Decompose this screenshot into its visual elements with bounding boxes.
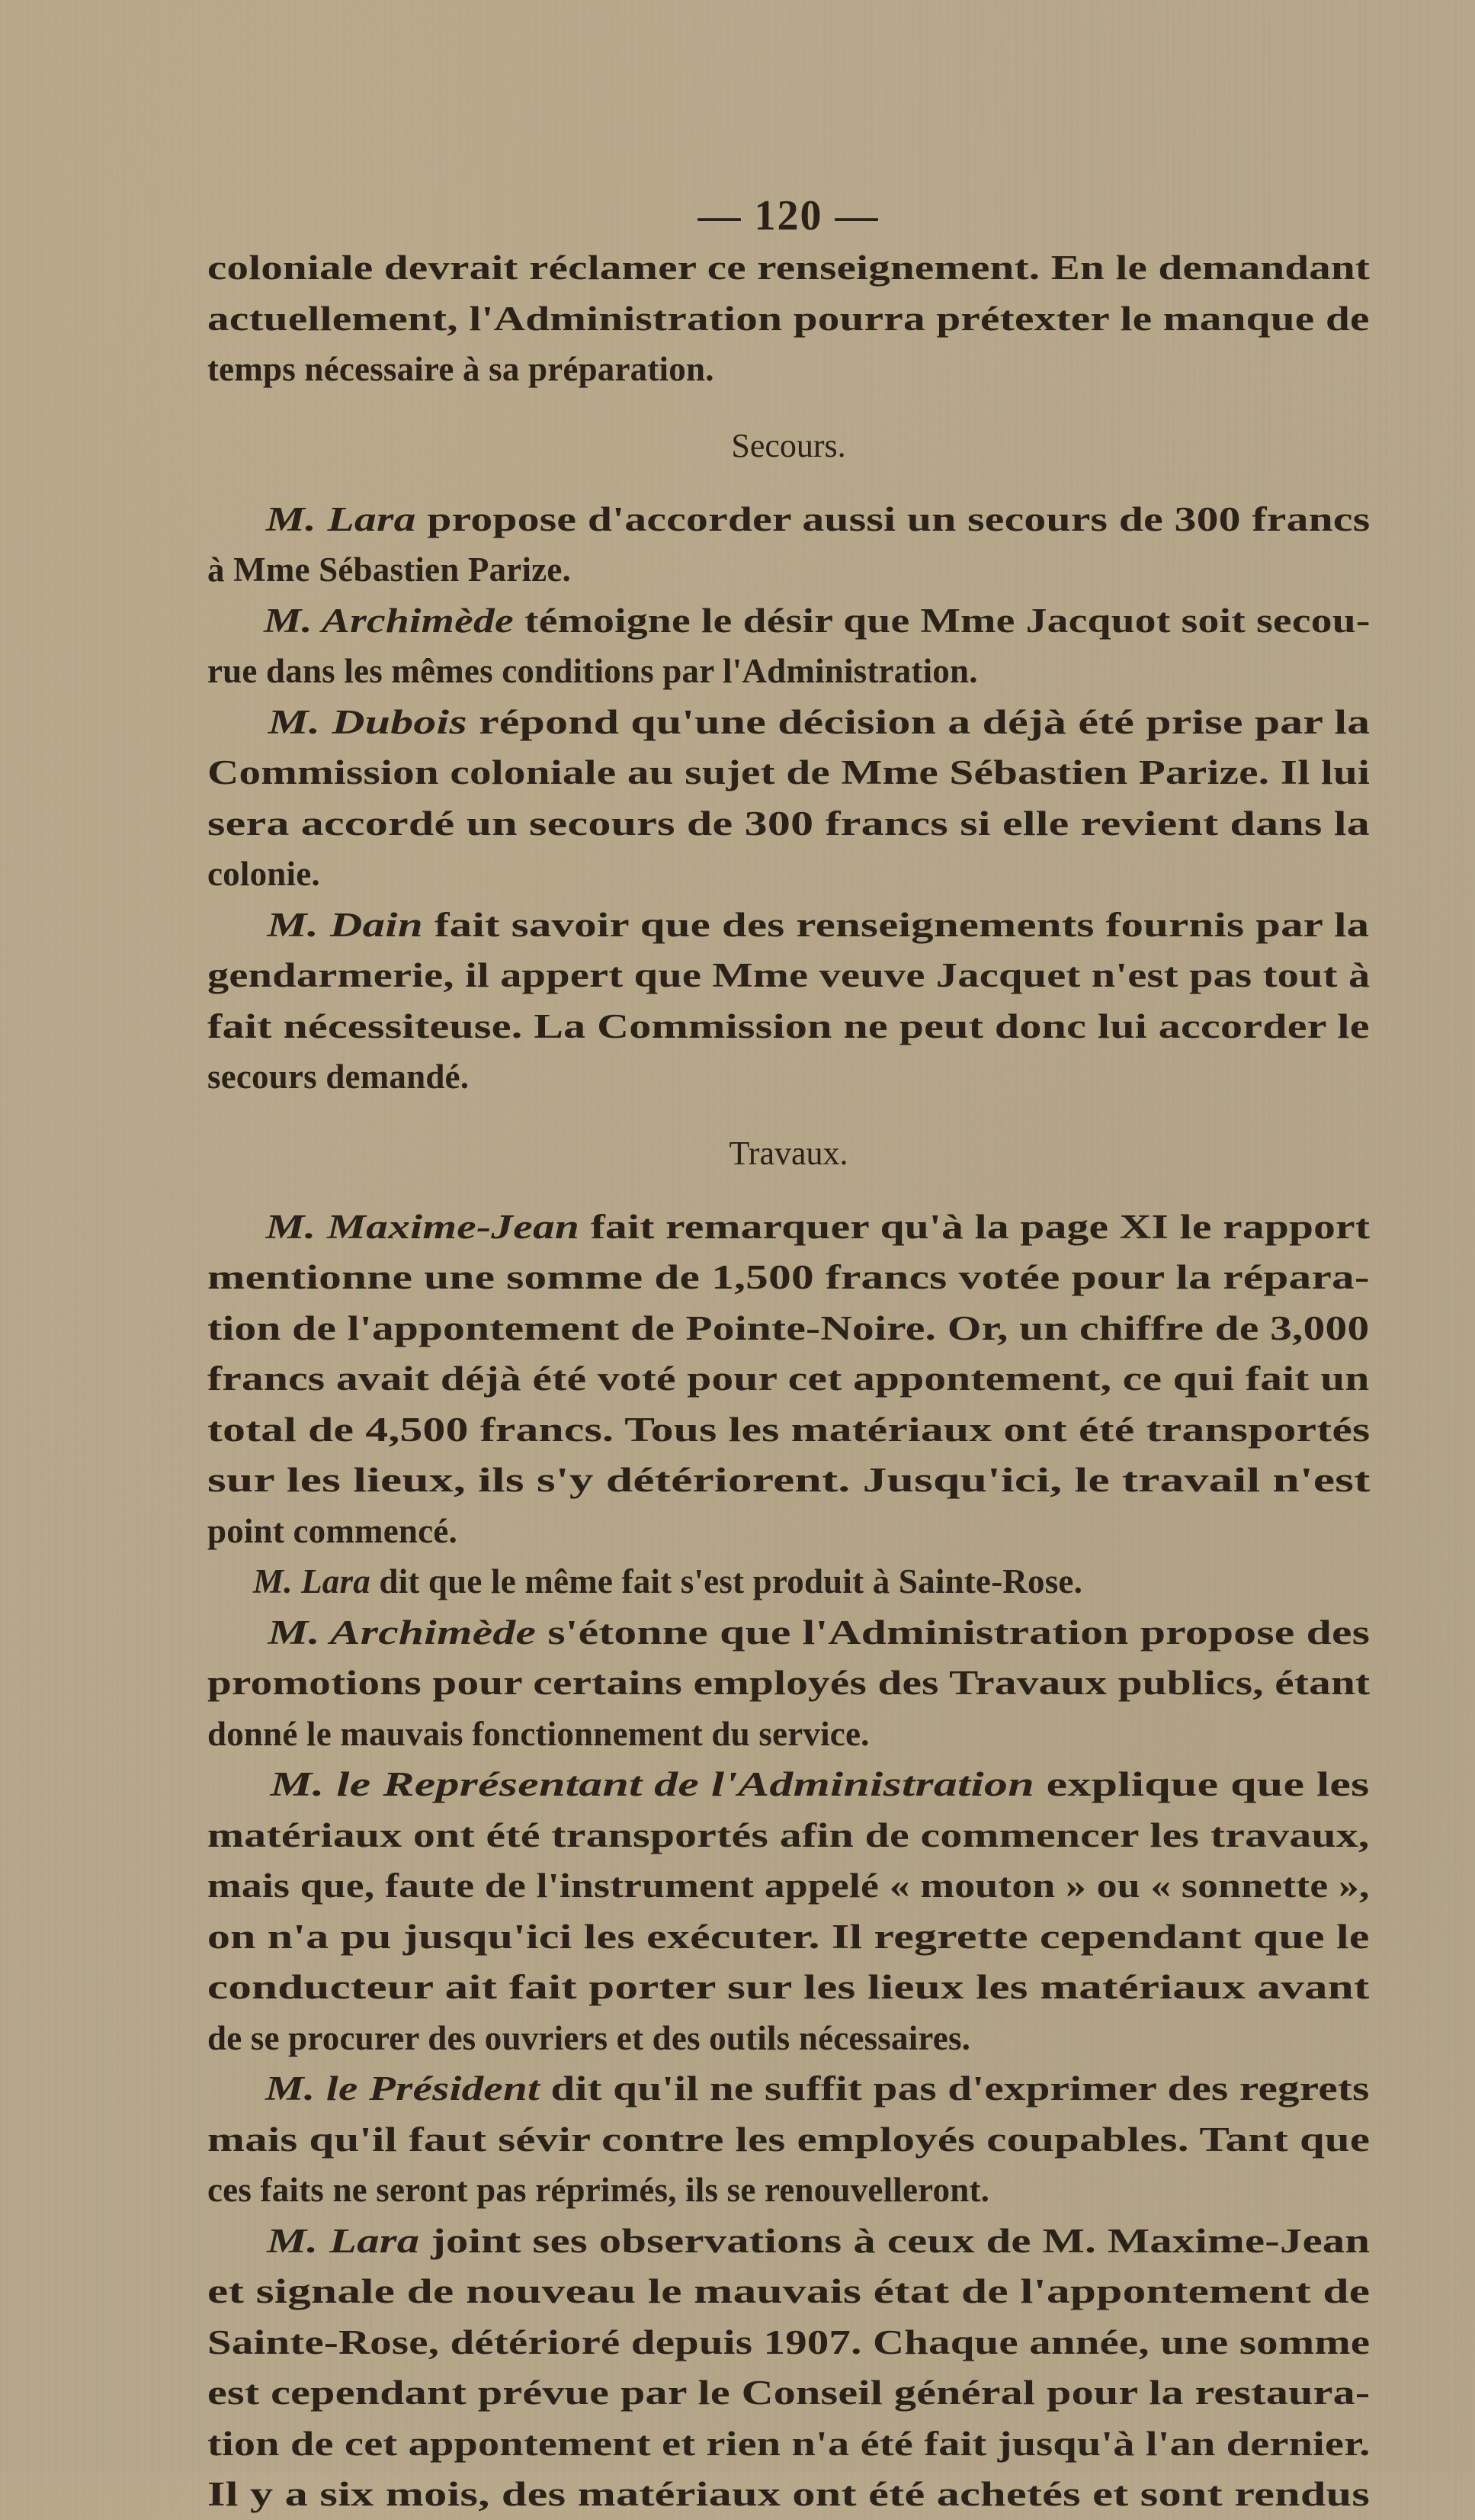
text-line: mentionne une somme de 1,500 francs votée pour la répara- [207,1258,1370,1296]
speaker-name: M. Lara [265,499,416,538]
paragraph-president [207,2063,1370,2216]
paragraph-archimede-secours [207,595,1370,697]
text-line: promotions pour certains employés des Travaux publics, étant [207,1664,1371,1702]
text-line: sur les lieux, ils s'y détériorent. Jusqu'ici, le travail n'est [207,1461,1371,1499]
text-line: M. le Président dit qu'il ne suffit pas d'exprimer des regrets [265,2069,1370,2107]
text-line: francs avait déjà été voté pour cet appontement, ce qui fait un [207,1360,1370,1398]
text-line: donné le mauvais fonctionnement du service. [207,1714,870,1753]
speaker-name: M. Lara [267,2221,420,2260]
text-line: gendarmerie, il appert que Mme veuve Jacquet n'est pas tout à [207,956,1371,994]
text-line: M. Lara joint ses observations à ceux de M. Maxime-Jean [267,2221,1371,2260]
speaker-name: M. Maxime-Jean [265,1207,580,1246]
document-page [207,191,1370,2520]
text-line: à Mme Sébastien Parize. [207,551,571,589]
text-line: actuellement, l'Administration pourra prétexter le manque de [207,299,1370,338]
page-number: — 120 — [697,192,880,239]
text-line: rue dans les mêmes conditions par l'Administration. [207,652,978,690]
text-line: conducteur ait fait porter sur les lieux les matériaux avant [207,1968,1370,2006]
text-line: est cependant prévue par le Conseil général pour la restaura- [207,2374,1371,2412]
text-line: M. Archimède s'étonne que l'Administration propose des [268,1613,1371,1652]
text-line: M. Dain fait savoir que des renseignements fournis par la [267,905,1370,944]
text-line: secours demandé. [207,1058,470,1096]
text-line: mais que, faute de l'instrument appelé « mouton » ou « sonnette », [207,1867,1370,1905]
text-line: M. Maxime-Jean fait remarquer qu'à la page XI le rapport [265,1207,1371,1246]
text-line: matériaux ont été transportés afin de commencer les travaux, [207,1815,1370,1854]
text-line: temps nécessaire à sa préparation. [207,350,714,388]
text-line: de se procurer des ouvriers et des outils nécessaires. [207,2018,971,2057]
text-line: tion de cet appontement et rien n'a été fait jusqu'à l'an dernier. [207,2424,1371,2463]
speaker-name: M. Archimède [268,1613,537,1652]
text-line: et signale de nouveau le mauvais état de l'appontement de [207,2272,1371,2310]
text-line: tion de l'appontement de Pointe-Noire. Or, un chiffre de 3,000 [207,1308,1370,1347]
text-line: mais qu'il faut sévir contre les employés coupables. Tant que [207,2120,1371,2159]
speaker-name: M. Dubois [268,702,467,741]
paragraph-lara-appontement [207,2216,1370,2520]
paragraph-dain [207,900,1370,1103]
text-line: M. le Représentant de l'Administration explique que les [270,1765,1370,1803]
text-line: Sainte-Rose, détérioré depuis 1907. Chaque année, une somme [207,2323,1371,2361]
paragraph-archimede-travaux [207,1607,1370,1760]
text-line: on n'a pu jusqu'ici les exécuter. Il regrette cependant que le [207,1917,1370,1956]
paragraph-lara-secours [207,494,1370,595]
text-line: M. Lara propose d'accorder aussi un secours de 300 francs [265,499,1371,538]
speaker-name: M. le Représentant de l'Administration [270,1765,1034,1803]
paragraph-dubois [207,697,1370,900]
text-line: M. Lara dit que le même fait s'est produit à Sainte-Rose. [253,1562,1083,1600]
speaker-name: M. Lara [253,1562,370,1600]
speaker-name: M. le Président [265,2069,540,2107]
text-line: coloniale devrait réclamer ce renseignement. En le demandant [207,249,1371,287]
paragraph-representant [207,1759,1370,2063]
text-line: sera accordé un secours de 300 francs si elle revient dans la [207,804,1370,843]
text-line: total de 4,500 francs. Tous les matériaux ont été transportés [207,1410,1371,1449]
text-line: Commission coloniale au sujet de Mme Sébastien Parize. Il lui [207,753,1371,791]
intro-paragraph [207,242,1370,395]
text-line: M. Dubois répond qu'une décision a déjà été prise par la [268,702,1371,741]
text-line: point commencé. [207,1511,457,1550]
speaker-name: M. Archimède [264,601,514,640]
section-heading-secours: Secours. [731,426,846,464]
text-line: M. Archimède témoigne le désir que Mme Jacquot soit secou- [264,601,1371,640]
text-line: Il y a six mois, des matériaux ont été achetés et sont rendus [207,2475,1371,2513]
speaker-name: M. Dain [267,905,423,944]
text-line: colonie. [207,855,320,893]
section-heading-travaux: Travaux. [729,1134,848,1172]
text-line: ces faits ne seront pas réprimés, ils se renouvelleront. [207,2171,990,2209]
paragraph-maxime-jean [207,1202,1370,1557]
text-line: fait nécessiteuse. La Commission ne peut donc lui accorder le [207,1006,1370,1045]
paragraph-lara-sainte-rose [207,1556,1370,1607]
